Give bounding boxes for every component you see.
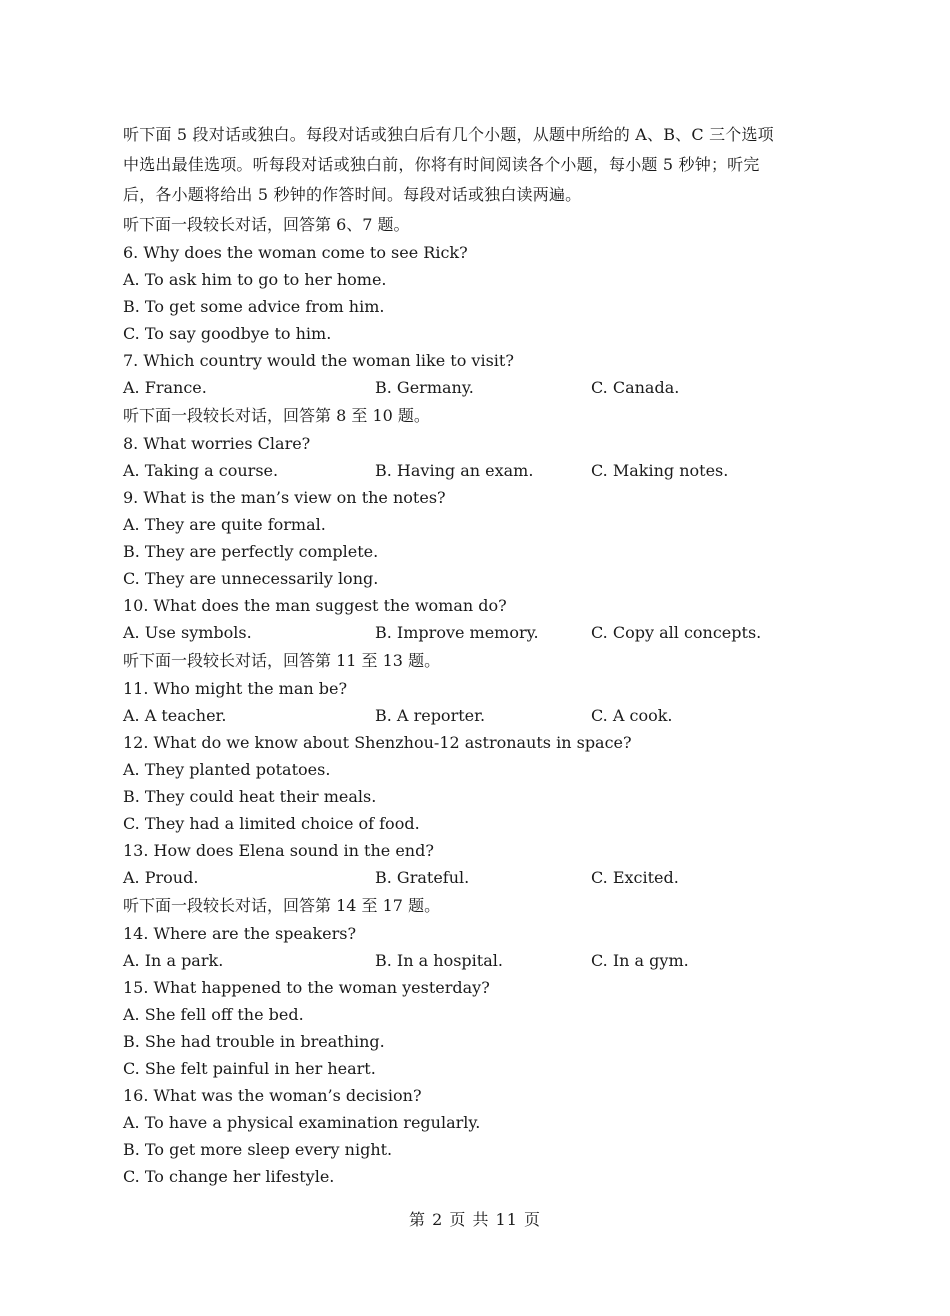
option: B. Grateful. [375,868,470,887]
option: B. To get more sleep every night. [123,1140,393,1159]
option: C. Excited. [591,868,679,887]
option: A. In a park. [123,951,224,970]
section-header: 听下面一段较长对话，回答第 14 至 17 题。 [123,896,441,915]
option: C. Making notes. [591,461,729,480]
question-text: 10. What does the man suggest the woman do? [123,596,507,615]
question-text: 15. What happened to the woman yesterday? [123,978,490,997]
instructions-line: 听下面 5 段对话或独白。每段对话或独白后有几个小题，从题中所给的 A、B、C 三个选项 [123,125,774,144]
section-header: 听下面一段较长对话，回答第 6、7 题。 [123,215,410,234]
instructions-line: 中选出最佳选项。听每段对话或独白前，你将有时间阅读各个小题，每小题 5 秒钟；听完 [123,155,760,174]
question-text: 8. What worries Clare? [123,434,311,453]
section-header: 听下面一段较长对话，回答第 11 至 13 题。 [123,651,441,670]
option: C. Canada. [591,378,680,397]
option: C. In a gym. [591,951,689,970]
option: C. To change her lifestyle. [123,1167,335,1186]
question-text: 11. Who might the man be? [123,679,348,698]
question-text: 12. What do we know about Shenzhou-12 astronauts in space? [123,733,632,752]
question-text: 9. What is the man’s view on the notes? [123,488,446,507]
question-text: 6. Why does the woman come to see Rick? [123,243,468,262]
question-text: 16. What was the woman’s decision? [123,1086,422,1105]
option: B. They could heat their meals. [123,787,377,806]
option: A. Use symbols. [123,623,252,642]
question-text: 7. Which country would the woman like to visit? [123,351,514,370]
option: B. Improve memory. [375,623,539,642]
page-number-footer: 第 2 页 共 11 页 [409,1210,541,1229]
option: C. Copy all concepts. [591,623,762,642]
option: B. They are perfectly complete. [123,542,379,561]
option: C. She felt painful in her heart. [123,1059,376,1078]
options-row [123,864,835,891]
option: A. She fell off the bed. [123,1005,304,1024]
exam-page [123,120,835,1190]
option: B. In a hospital. [375,951,503,970]
section-header: 听下面一段较长对话，回答第 8 至 10 题。 [123,406,430,425]
question-text: 13. How does Elena sound in the end? [123,841,434,860]
option: A. To ask him to go to her home. [123,270,387,289]
option: B. To get some advice from him. [123,297,385,316]
option: A. Taking a course. [123,461,279,480]
option: B. Germany. [375,378,474,397]
option: A. France. [123,378,207,397]
option: C. A cook. [591,706,673,725]
option: C. They had a limited choice of food. [123,814,420,833]
option: A. They are quite formal. [123,515,326,534]
options-row [123,457,835,484]
instructions-line: 后，各小题将给出 5 秒钟的作答时间。每段对话或独白读两遍。 [123,185,582,204]
options-row [123,374,835,401]
option: C. To say goodbye to him. [123,324,332,343]
option: A. A teacher. [123,706,227,725]
question-text: 14. Where are the speakers? [123,924,357,943]
option: B. She had trouble in breathing. [123,1032,385,1051]
option: A. Proud. [123,868,199,887]
options-row [123,702,835,729]
option: B. Having an exam. [375,461,534,480]
option: A. To have a physical examination regularly. [123,1113,481,1132]
option: C. They are unnecessarily long. [123,569,379,588]
options-row [123,619,835,646]
option: A. They planted potatoes. [123,760,331,779]
option: B. A reporter. [375,706,486,725]
options-row [123,947,835,974]
